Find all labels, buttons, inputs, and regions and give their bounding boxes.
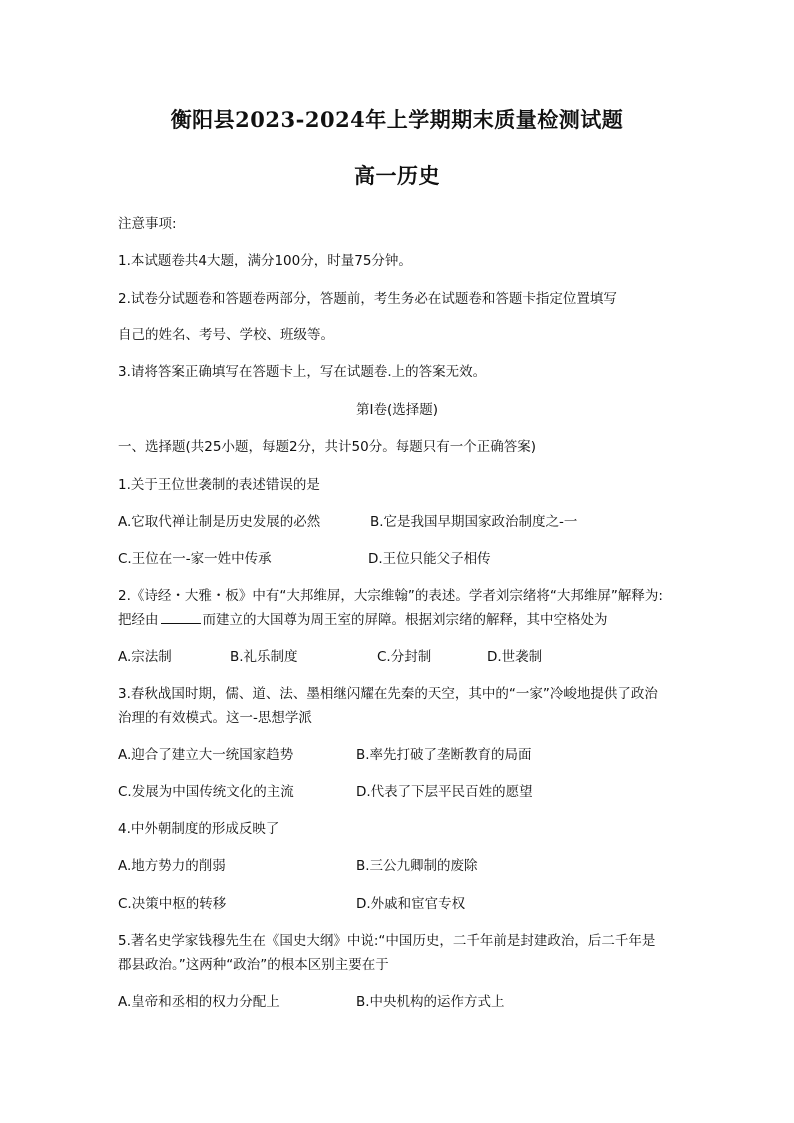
question-3-stem-line-1: 3.春秋战国时期，儒、道、法、墨相继闪耀在先秦的天空，其中的“一家”冷峻地提供了政治 (118, 686, 658, 702)
note-1: 1.本试题卷共4大题，满分100分，时量75分钟。 (118, 253, 412, 269)
q5-option-a: A.皇帝和丞相的权力分配上 (118, 994, 280, 1010)
q1-option-c: C.王位在一-家一姓中传承 (118, 551, 272, 567)
question-1-stem: 1.关于王位世袭制的表述错误的是 (118, 477, 320, 493)
q1-option-b: B.它是我国早期国家政治制度之-一 (370, 514, 578, 530)
q2-option-b: B.礼乐制度 (230, 649, 298, 665)
q2-stem-part-1: 把经由 (118, 612, 159, 628)
q1-option-d: D.王位只能父子相传 (368, 551, 491, 567)
q3-option-d: D.代表了下层平民百姓的愿望 (356, 784, 533, 800)
note-2-line-1: 2.试卷分试题卷和答题卷两部分，答题前，考生务必在试题卷和答题卡指定位置填写 (118, 291, 617, 307)
q1-option-a: A.它取代禅让制是历史发展的必然 (118, 514, 321, 530)
notes-heading: 注意事项: (118, 216, 177, 232)
question-4-stem: 4.中外朝制度的形成反映了 (118, 821, 280, 837)
q4-option-b: B.三公九卿制的废除 (356, 858, 478, 874)
q3-option-a: A.迎合了建立大一统国家趋势 (118, 747, 294, 763)
question-2-stem-line-1: 2.《诗经・大雅・板》中有“大邦维屏，大宗维翰”的表述。学者刘宗绪将“大邦维屏”解释为: (118, 588, 663, 604)
volume-heading: 第I卷(选择题) (355, 402, 438, 418)
q3-option-b: B.率先打破了垄断教育的局面 (356, 747, 532, 763)
q4-option-d: D.外戚和宦官专权 (356, 896, 466, 912)
question-3-stem-line-2: 治理的有效模式。这一-思想学派 (118, 710, 312, 726)
q2-option-c: C.分封制 (377, 649, 432, 665)
q2-option-d: D.世袭制 (487, 649, 543, 665)
note-3: 3.请将答案正确填写在答题卡上，写在试题卷.上的答案无效。 (118, 364, 487, 380)
question-2-stem-line-2 (118, 608, 608, 628)
note-2-line-2: 自己的姓名、考号、学校、班级等。 (118, 327, 334, 343)
section-instructions: 一、选择题(共25小题，每题2分，共计50分。每题只有一个正确答案) (118, 439, 536, 455)
q3-option-c: C.发展为中国传统文化的主流 (118, 784, 294, 800)
q2-stem-part-2: 而建立的大国尊为周王室的屏障。根据刘宗绪的解释，其中空格处为 (202, 612, 608, 628)
q5-option-b: B.中央机构的运作方式上 (356, 994, 505, 1010)
exam-title: 衡阳县2023-2024年上学期期末质量检测试题 (170, 107, 624, 132)
subject-title: 高一历史 (354, 163, 440, 188)
q4-option-c: C.决策中枢的转移 (118, 896, 227, 912)
question-5-stem-line-2: 郡县政治。”这两种“政治”的根本区别主要在于 (118, 957, 389, 973)
q2-option-a: A.宗法制 (118, 649, 172, 665)
q4-option-a: A.地方势力的削弱 (118, 858, 226, 874)
question-5-stem-line-1: 5.著名史学家钱穆先生在《国史大纲》中说:“中国历史，二千年前是封建政治，后二千年是 (118, 933, 656, 949)
fill-blank (161, 622, 201, 624)
